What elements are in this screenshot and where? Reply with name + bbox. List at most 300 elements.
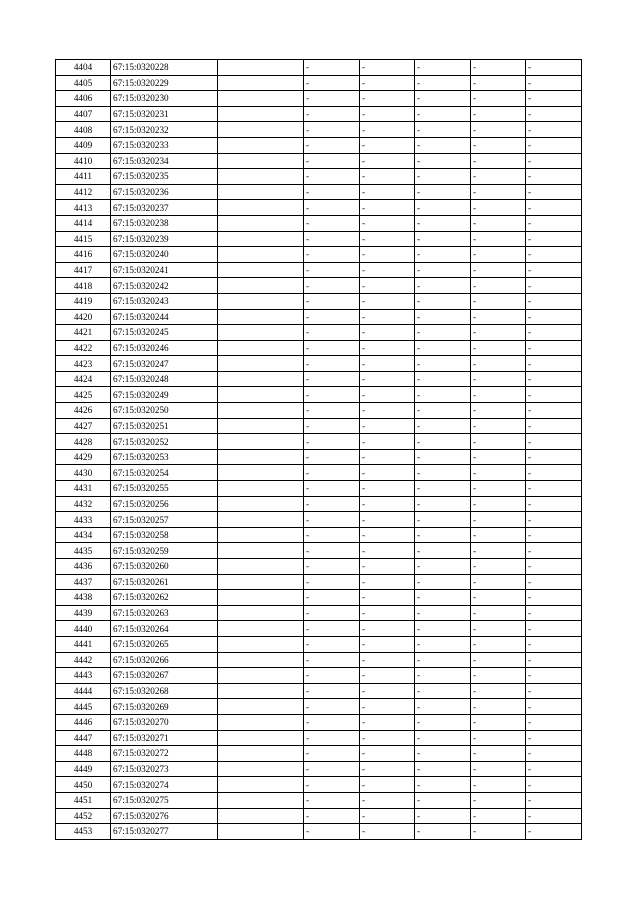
dash-cell: - <box>526 278 582 294</box>
dash-cell: - <box>526 590 582 606</box>
dash-cell: - <box>360 714 415 730</box>
dash-cell: - <box>360 683 415 699</box>
dash-cell: - <box>360 262 415 278</box>
dash-cell: - <box>526 184 582 200</box>
dash-cell: - <box>360 387 415 403</box>
empty-cell <box>218 824 304 840</box>
dash-cell: - <box>360 60 415 76</box>
dash-cell: - <box>415 262 471 278</box>
table-row <box>56 574 582 590</box>
cadastral-number-cell: 67:15:0320248 <box>111 371 218 387</box>
dash-cell: - <box>304 574 360 590</box>
row-number-cell: 4442 <box>56 652 111 668</box>
dash-cell: - <box>304 122 360 138</box>
cadastral-number-cell: 67:15:0320229 <box>111 75 218 91</box>
row-number-cell: 4427 <box>56 418 111 434</box>
dash-cell: - <box>304 621 360 637</box>
dash-cell: - <box>526 824 582 840</box>
row-number-cell: 4428 <box>56 434 111 450</box>
dash-cell: - <box>526 636 582 652</box>
empty-cell <box>218 153 304 169</box>
table-row <box>56 356 582 372</box>
row-number-cell: 4418 <box>56 278 111 294</box>
empty-cell <box>218 481 304 497</box>
dash-cell: - <box>471 309 526 325</box>
empty-cell <box>218 699 304 715</box>
empty-cell <box>218 792 304 808</box>
table-row <box>56 496 582 512</box>
empty-cell <box>218 106 304 122</box>
dash-cell: - <box>360 590 415 606</box>
dash-cell: - <box>415 137 471 153</box>
cadastral-number-cell: 67:15:0320233 <box>111 137 218 153</box>
dash-cell: - <box>304 340 360 356</box>
table-row <box>56 91 582 107</box>
cadastral-number-cell: 67:15:0320277 <box>111 824 218 840</box>
dash-cell: - <box>415 200 471 216</box>
dash-cell: - <box>415 777 471 793</box>
table-row <box>56 122 582 138</box>
empty-cell <box>218 60 304 76</box>
table-row <box>56 730 582 746</box>
row-number-cell: 4416 <box>56 247 111 263</box>
dash-cell: - <box>415 184 471 200</box>
dash-cell: - <box>415 652 471 668</box>
empty-cell <box>218 169 304 185</box>
row-number-cell: 4406 <box>56 91 111 107</box>
row-number-cell: 4414 <box>56 215 111 231</box>
cadastral-number-cell: 67:15:0320262 <box>111 590 218 606</box>
table-row <box>56 262 582 278</box>
dash-cell: - <box>360 668 415 684</box>
dash-cell: - <box>526 293 582 309</box>
dash-cell: - <box>526 60 582 76</box>
row-number-cell: 4435 <box>56 543 111 559</box>
dash-cell: - <box>415 356 471 372</box>
dash-cell: - <box>415 293 471 309</box>
dash-cell: - <box>415 278 471 294</box>
empty-cell <box>218 434 304 450</box>
row-number-cell: 4451 <box>56 792 111 808</box>
table-row <box>56 137 582 153</box>
cadastral-number-cell: 67:15:0320268 <box>111 683 218 699</box>
cadastral-number-cell: 67:15:0320273 <box>111 761 218 777</box>
empty-cell <box>218 652 304 668</box>
row-number-cell: 4450 <box>56 777 111 793</box>
table-row <box>56 371 582 387</box>
dash-cell: - <box>471 699 526 715</box>
dash-cell: - <box>471 683 526 699</box>
dash-cell: - <box>304 699 360 715</box>
dash-cell: - <box>304 247 360 263</box>
dash-cell: - <box>415 247 471 263</box>
dash-cell: - <box>471 730 526 746</box>
dash-cell: - <box>471 293 526 309</box>
row-number-cell: 4423 <box>56 356 111 372</box>
cadastral-number-cell: 67:15:0320240 <box>111 247 218 263</box>
dash-cell: - <box>360 652 415 668</box>
cadastral-number-cell: 67:15:0320266 <box>111 652 218 668</box>
row-number-cell: 4408 <box>56 122 111 138</box>
dash-cell: - <box>471 371 526 387</box>
dash-cell: - <box>526 215 582 231</box>
dash-cell: - <box>526 621 582 637</box>
dash-cell: - <box>360 75 415 91</box>
cadastral-number-cell: 67:15:0320230 <box>111 91 218 107</box>
dash-cell: - <box>415 714 471 730</box>
dash-cell: - <box>360 200 415 216</box>
dash-cell: - <box>304 293 360 309</box>
table-row <box>56 325 582 341</box>
row-number-cell: 4425 <box>56 387 111 403</box>
cadastral-number-cell: 67:15:0320261 <box>111 574 218 590</box>
empty-cell <box>218 137 304 153</box>
row-number-cell: 4411 <box>56 169 111 185</box>
dash-cell: - <box>471 746 526 762</box>
dash-cell: - <box>304 730 360 746</box>
row-number-cell: 4440 <box>56 621 111 637</box>
table-row <box>56 434 582 450</box>
empty-cell <box>218 496 304 512</box>
dash-cell: - <box>526 91 582 107</box>
dash-cell: - <box>415 761 471 777</box>
cadastral-number-cell: 67:15:0320252 <box>111 434 218 450</box>
dash-cell: - <box>415 621 471 637</box>
dash-cell: - <box>360 434 415 450</box>
row-number-cell: 4441 <box>56 636 111 652</box>
dash-cell: - <box>360 761 415 777</box>
table-row <box>56 792 582 808</box>
dash-cell: - <box>304 403 360 419</box>
dash-cell: - <box>360 91 415 107</box>
dash-cell: - <box>415 418 471 434</box>
cadastral-number-cell: 67:15:0320245 <box>111 325 218 341</box>
table-row <box>56 215 582 231</box>
dash-cell: - <box>526 792 582 808</box>
table-row <box>56 247 582 263</box>
empty-cell <box>218 122 304 138</box>
row-number-cell: 4437 <box>56 574 111 590</box>
dash-cell: - <box>360 169 415 185</box>
row-number-cell: 4446 <box>56 714 111 730</box>
dash-cell: - <box>360 309 415 325</box>
dash-cell: - <box>526 153 582 169</box>
cadastral-number-cell: 67:15:0320250 <box>111 403 218 419</box>
dash-cell: - <box>304 278 360 294</box>
dash-cell: - <box>415 512 471 528</box>
empty-cell <box>218 714 304 730</box>
dash-cell: - <box>360 465 415 481</box>
dash-cell: - <box>415 668 471 684</box>
dash-cell: - <box>471 512 526 528</box>
dash-cell: - <box>471 621 526 637</box>
empty-cell <box>218 340 304 356</box>
table-row <box>56 746 582 762</box>
dash-cell: - <box>360 418 415 434</box>
table-row <box>56 169 582 185</box>
dash-cell: - <box>471 137 526 153</box>
empty-cell <box>218 636 304 652</box>
empty-cell <box>218 668 304 684</box>
row-number-cell: 4415 <box>56 231 111 247</box>
table-body <box>56 60 582 840</box>
dash-cell: - <box>471 761 526 777</box>
table-row <box>56 512 582 528</box>
dash-cell: - <box>471 340 526 356</box>
dash-cell: - <box>304 808 360 824</box>
row-number-cell: 4417 <box>56 262 111 278</box>
table-row <box>56 153 582 169</box>
row-number-cell: 4453 <box>56 824 111 840</box>
row-number-cell: 4407 <box>56 106 111 122</box>
dash-cell: - <box>415 824 471 840</box>
empty-cell <box>218 75 304 91</box>
dash-cell: - <box>526 340 582 356</box>
dash-cell: - <box>471 106 526 122</box>
dash-cell: - <box>415 699 471 715</box>
cadastral-number-cell: 67:15:0320269 <box>111 699 218 715</box>
row-number-cell: 4434 <box>56 527 111 543</box>
table-row <box>56 699 582 715</box>
dash-cell: - <box>471 792 526 808</box>
cadastral-number-cell: 67:15:0320247 <box>111 356 218 372</box>
row-number-cell: 4445 <box>56 699 111 715</box>
dash-cell: - <box>471 434 526 450</box>
dash-cell: - <box>360 325 415 341</box>
row-number-cell: 4409 <box>56 137 111 153</box>
dash-cell: - <box>304 481 360 497</box>
dash-cell: - <box>360 278 415 294</box>
empty-cell <box>218 777 304 793</box>
dash-cell: - <box>526 496 582 512</box>
dash-cell: - <box>415 215 471 231</box>
table-row <box>56 184 582 200</box>
table-row <box>56 278 582 294</box>
dash-cell: - <box>526 309 582 325</box>
dash-cell: - <box>415 403 471 419</box>
table-row <box>56 543 582 559</box>
table-row <box>56 590 582 606</box>
cadastral-number-cell: 67:15:0320241 <box>111 262 218 278</box>
table-row <box>56 465 582 481</box>
dash-cell: - <box>526 777 582 793</box>
cadastral-number-cell: 67:15:0320274 <box>111 777 218 793</box>
cadastral-number-cell: 67:15:0320228 <box>111 60 218 76</box>
dash-cell: - <box>360 449 415 465</box>
cadastral-number-cell: 67:15:0320244 <box>111 309 218 325</box>
dash-cell: - <box>304 200 360 216</box>
cadastral-number-cell: 67:15:0320253 <box>111 449 218 465</box>
dash-cell: - <box>471 824 526 840</box>
empty-cell <box>218 309 304 325</box>
empty-cell <box>218 449 304 465</box>
dash-cell: - <box>526 122 582 138</box>
dash-cell: - <box>415 91 471 107</box>
empty-cell <box>218 590 304 606</box>
dash-cell: - <box>360 122 415 138</box>
dash-cell: - <box>526 231 582 247</box>
dash-cell: - <box>471 636 526 652</box>
dash-cell: - <box>526 543 582 559</box>
dash-cell: - <box>471 153 526 169</box>
table-row <box>56 668 582 684</box>
dash-cell: - <box>526 668 582 684</box>
dash-cell: - <box>360 153 415 169</box>
dash-cell: - <box>526 403 582 419</box>
dash-cell: - <box>471 605 526 621</box>
dash-cell: - <box>360 543 415 559</box>
dash-cell: - <box>526 574 582 590</box>
dash-cell: - <box>304 714 360 730</box>
cadastral-number-cell: 67:15:0320264 <box>111 621 218 637</box>
dash-cell: - <box>415 496 471 512</box>
dash-cell: - <box>526 699 582 715</box>
dash-cell: - <box>304 231 360 247</box>
dash-cell: - <box>471 574 526 590</box>
table-row <box>56 200 582 216</box>
dash-cell: - <box>526 169 582 185</box>
empty-cell <box>218 247 304 263</box>
dash-cell: - <box>415 808 471 824</box>
dash-cell: - <box>304 527 360 543</box>
dash-cell: - <box>304 309 360 325</box>
dash-cell: - <box>526 559 582 575</box>
row-number-cell: 4449 <box>56 761 111 777</box>
dash-cell: - <box>526 247 582 263</box>
dash-cell: - <box>526 714 582 730</box>
dash-cell: - <box>304 543 360 559</box>
dash-cell: - <box>526 434 582 450</box>
dash-cell: - <box>526 683 582 699</box>
dash-cell: - <box>526 746 582 762</box>
empty-cell <box>218 91 304 107</box>
empty-cell <box>218 231 304 247</box>
cadastral-number-cell: 67:15:0320235 <box>111 169 218 185</box>
dash-cell: - <box>304 746 360 762</box>
dash-cell: - <box>415 605 471 621</box>
dash-cell: - <box>304 371 360 387</box>
dash-cell: - <box>304 356 360 372</box>
table-row <box>56 75 582 91</box>
cadastral-number-cell: 67:15:0320237 <box>111 200 218 216</box>
row-number-cell: 4429 <box>56 449 111 465</box>
row-number-cell: 4420 <box>56 309 111 325</box>
dash-cell: - <box>360 559 415 575</box>
dash-cell: - <box>471 169 526 185</box>
dash-cell: - <box>471 278 526 294</box>
dash-cell: - <box>360 512 415 528</box>
dash-cell: - <box>526 137 582 153</box>
cadastral-number-cell: 67:15:0320263 <box>111 605 218 621</box>
dash-cell: - <box>415 527 471 543</box>
dash-cell: - <box>360 496 415 512</box>
dash-cell: - <box>360 106 415 122</box>
dash-cell: - <box>415 792 471 808</box>
dash-cell: - <box>471 184 526 200</box>
row-number-cell: 4447 <box>56 730 111 746</box>
empty-cell <box>218 746 304 762</box>
row-number-cell: 4426 <box>56 403 111 419</box>
dash-cell: - <box>304 496 360 512</box>
dash-cell: - <box>360 371 415 387</box>
empty-cell <box>218 418 304 434</box>
dash-cell: - <box>526 75 582 91</box>
dash-cell: - <box>360 808 415 824</box>
dash-cell: - <box>304 559 360 575</box>
dash-cell: - <box>304 262 360 278</box>
dash-cell: - <box>471 200 526 216</box>
cadastral-number-cell: 67:15:0320238 <box>111 215 218 231</box>
dash-cell: - <box>304 605 360 621</box>
cadastral-number-cell: 67:15:0320255 <box>111 481 218 497</box>
dash-cell: - <box>415 371 471 387</box>
dash-cell: - <box>415 730 471 746</box>
dash-cell: - <box>471 481 526 497</box>
dash-cell: - <box>360 574 415 590</box>
table-row <box>56 714 582 730</box>
dash-cell: - <box>415 434 471 450</box>
cadastral-number-cell: 67:15:0320270 <box>111 714 218 730</box>
cadastral-number-cell: 67:15:0320275 <box>111 792 218 808</box>
empty-cell <box>218 293 304 309</box>
dash-cell: - <box>526 761 582 777</box>
table-row <box>56 481 582 497</box>
dash-cell: - <box>360 527 415 543</box>
dash-cell: - <box>304 636 360 652</box>
dash-cell: - <box>471 668 526 684</box>
cadastral-number-cell: 67:15:0320246 <box>111 340 218 356</box>
empty-cell <box>218 574 304 590</box>
dash-cell: - <box>415 636 471 652</box>
dash-cell: - <box>415 231 471 247</box>
empty-cell <box>218 683 304 699</box>
dash-cell: - <box>526 512 582 528</box>
cadastral-number-cell: 67:15:0320267 <box>111 668 218 684</box>
cadastral-number-cell: 67:15:0320258 <box>111 527 218 543</box>
dash-cell: - <box>526 652 582 668</box>
dash-cell: - <box>471 590 526 606</box>
dash-cell: - <box>471 449 526 465</box>
dash-cell: - <box>304 683 360 699</box>
dash-cell: - <box>304 169 360 185</box>
row-number-cell: 4452 <box>56 808 111 824</box>
table-row <box>56 824 582 840</box>
cadastral-number-cell: 67:15:0320256 <box>111 496 218 512</box>
dash-cell: - <box>526 465 582 481</box>
row-number-cell: 4412 <box>56 184 111 200</box>
cadastral-number-cell: 67:15:0320249 <box>111 387 218 403</box>
dash-cell: - <box>360 605 415 621</box>
dash-cell: - <box>471 356 526 372</box>
dash-cell: - <box>415 309 471 325</box>
empty-cell <box>218 605 304 621</box>
dash-cell: - <box>360 636 415 652</box>
dash-cell: - <box>526 481 582 497</box>
dash-cell: - <box>360 730 415 746</box>
dash-cell: - <box>526 527 582 543</box>
dash-cell: - <box>415 106 471 122</box>
dash-cell: - <box>415 449 471 465</box>
empty-cell <box>218 512 304 528</box>
dash-cell: - <box>415 60 471 76</box>
dash-cell: - <box>360 481 415 497</box>
dash-cell: - <box>304 465 360 481</box>
dash-cell: - <box>471 418 526 434</box>
dash-cell: - <box>471 91 526 107</box>
dash-cell: - <box>526 808 582 824</box>
cadastral-number-cell: 67:15:0320260 <box>111 559 218 575</box>
dash-cell: - <box>526 730 582 746</box>
